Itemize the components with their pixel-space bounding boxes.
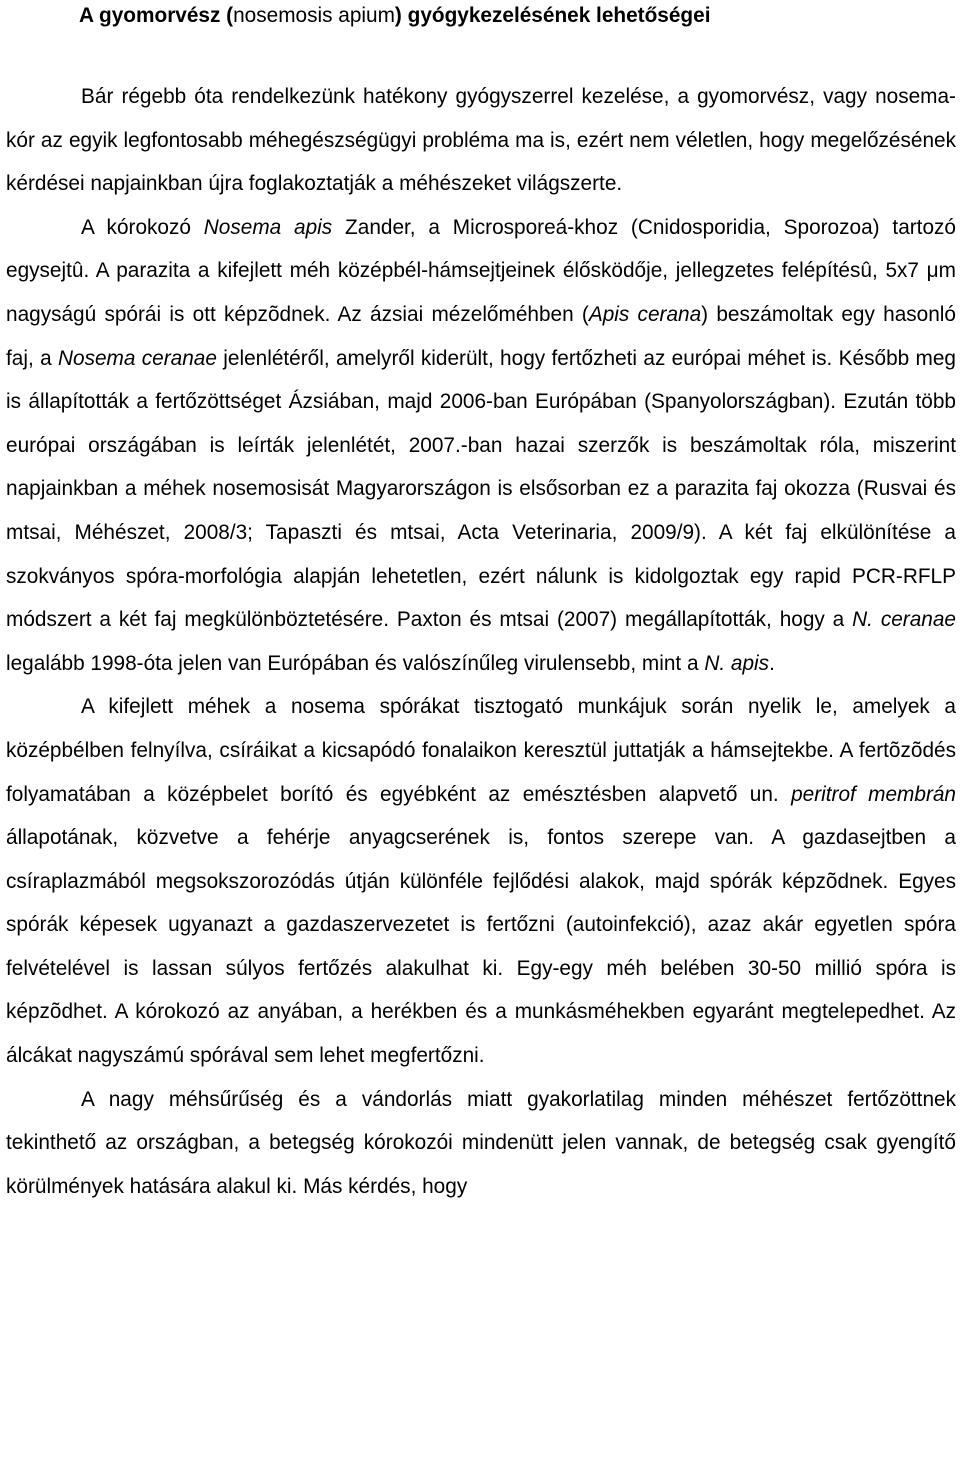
italic-term: Nosema ceranae: [58, 346, 217, 370]
italic-term: Apis cerana: [588, 302, 702, 326]
text-segment: Zander, a Microsporeá-khoz (Cnidosporidia, Sporozoa) tartozó egysejtû. A parazita a kifejlett méh középbél-hámsejtjeinek élősködője, jellegzetes felépítésû, 5x7 μm nagyságú spórái is ott képzõdnek. Az ázsiai mézelőméhben (: [6, 215, 956, 326]
text-segment: ) beszámoltak egy hasonló faj, a: [6, 302, 956, 370]
title-part-1: A gyomorvész (: [79, 4, 234, 27]
text-segment: .: [769, 651, 775, 675]
paragraph: [6, 75, 956, 206]
italic-term: Nosema apis: [203, 215, 333, 239]
title-part-2: nosemosis apium: [233, 4, 395, 27]
paragraph: [6, 1078, 956, 1209]
paragraph: [6, 685, 956, 1077]
text-segment: legalább 1998-óta jelen van Európában és valószínűleg virulensebb, mint a: [6, 651, 705, 675]
italic-term: N. apis: [704, 651, 770, 675]
document-body: [6, 75, 956, 1208]
text-segment: A kifejlett méhek a nosema spórákat tisztogató munkájuk során nyelik le, amelyek a középbélben felnyílva, csíráikat a kicsapódó fonalaikon keresztül juttatják a hámsejtekbe. A fertõzõdés folyamatában a középbelet borító és egyébként az emésztésben alapvető un.: [6, 695, 956, 806]
text-segment: állapotának, közvetve a fehérje anyagcserének is, fontos szerepe van. A gazdasejtben a csíraplazmából megsokszorozódás útján különféle fejlődési alakok, majd spórák képzõdnek. Egyes spórák képesek ugyanazt a gazdaszervezetet is fertőzni (autoinfekció), azaz akár egyetlen spóra felvételével is lassan súlyos fertőzés alakulhat ki. Egy-egy méh belében 30-50 millió spóra is képzõdhet. A kórokozó az anyában, a herékben és a munkásméhekben egyaránt megtelepedhet. Az álcákat nagyszámú spórával sem lehet megfertőzni.: [6, 826, 956, 1068]
text-segment: A kórokozó: [81, 215, 204, 239]
paragraph: [6, 206, 956, 686]
text-segment: A nagy méhsűrűség és a vándorlás miatt gyakorlatilag minden méhészet fertőzöttnek tekinthető az országban, a betegség kórokozói mindenütt jelen vannak, de betegség csak gyengítő körülmények hatására alakul ki. Más kérdés, hogy: [6, 1087, 956, 1198]
italic-term: peritrof membrán: [791, 782, 956, 806]
document-title: [79, 0, 710, 38]
italic-term: N. ceranae: [852, 608, 956, 632]
text-segment: Bár régebb óta rendelkezünk hatékony gyógyszerrel kezelése, a gyomorvész, vagy nosema-kór az egyik legfontosabb méhegészségügyi probléma ma is, ezért nem véletlen, hogy megelőzésének kérdései napjainkban újra foglakoztatják a méhészeket világszerte.: [6, 85, 956, 196]
title-part-3: ) gyógykezelésének lehetőségei: [394, 4, 711, 27]
text-segment: jelenlétéről, amelyről kiderült, hogy fertőzheti az európai méhet is. Később meg is állapították a fertőzöttséget Ázsiában, majd 2006-ban Európában (Spanyolországban). Ezután több európai országában is leírták jelenlétét, 2007.-ban hazai szerzők is beszámoltak róla, miszerint napjainkban a méhek nosemosisát Magyarországon is elsősorban ez a parazita faj okozza (Rusvai és mtsai, Méhészet, 2008/3; Tapaszti és mtsai, Acta Veterinaria, 2009/9). A két faj elkülönítése a szokványos spóra-morfológia alapján lehetetlen, ezért nálunk is kidolgoztak egy rapid PCR-RFLP módszert a két faj megkülönböztetésére. Paxton és mtsai (2007) megállapították, hogy a: [6, 346, 956, 632]
